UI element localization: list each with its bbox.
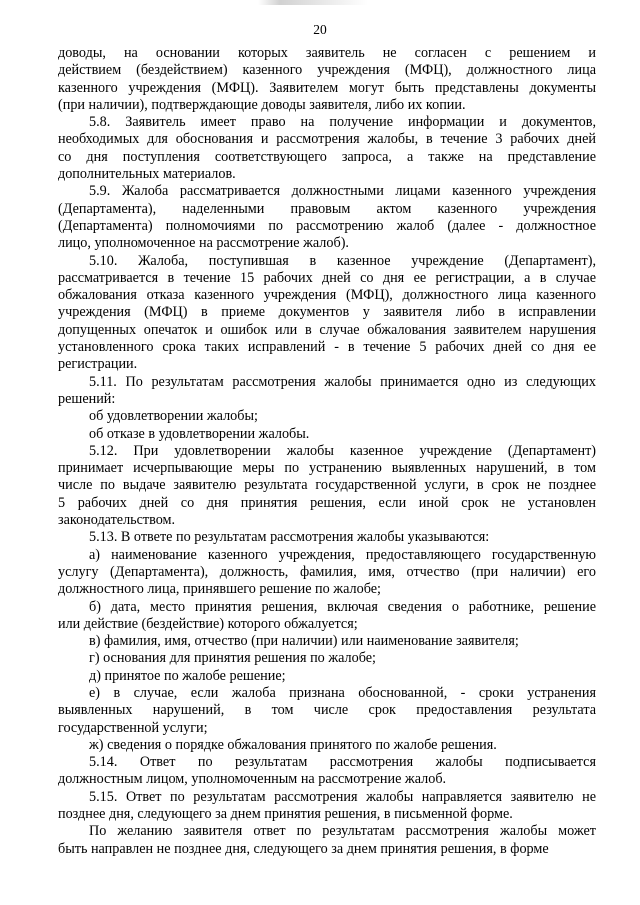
text-line: дополнительных материалов.	[58, 166, 236, 183]
text-line: регистрации.	[58, 356, 138, 373]
text-line: законодательством.	[58, 512, 176, 529]
text-line: д) принятое по жалобе решение;	[89, 667, 286, 684]
text-line: выявленных нарушений, в том числе срок предоставления результата	[58, 702, 596, 719]
text-line: (Департамента), наделенными правовым актом казенного учреждения	[58, 200, 596, 217]
text-line: (Департамента) полномочиями по рассмотрению жалоб (далее - должностное	[58, 217, 596, 234]
paragraph-p5-12	[58, 443, 596, 529]
paragraph-p5-13f	[58, 685, 596, 737]
text-line: быть направлен не позднее дня, следующего за днем принятия решения, в форме	[58, 840, 549, 857]
text-line: рассматривается в течение 15 рабочих дней со дня ее регистрации, а в случае	[58, 269, 596, 286]
paragraph-p5-11	[58, 374, 596, 409]
paragraph-p5-13a	[58, 547, 596, 599]
text-line: 5.9. Жалоба рассматривается должностными лицами казенного учреждения	[89, 183, 596, 200]
text-line: 5.10. Жалоба, поступившая в казенное учреждение (Департамент),	[89, 252, 596, 269]
text-line: 5.13. В ответе по результатам рассмотрения жалобы указываются:	[89, 529, 490, 546]
text-line: казенного учреждения (МФЦ). Заявителем могут быть представлены документы	[58, 79, 596, 96]
paragraph-p5-13	[58, 529, 596, 546]
text-line: 5.15. Ответ по результатам рассмотрения жалобы направляется заявителю не	[89, 788, 596, 805]
text-line: государственной услуги;	[58, 719, 208, 736]
text-line: 5.12. При удовлетворении жалобы казенное учреждение (Департамент)	[89, 442, 596, 459]
paragraph-p5-15b	[58, 823, 596, 858]
text-line: (при наличии), подтверждающие доводы заявителя, либо их копии.	[58, 96, 466, 113]
text-line: б) дата, место принятия решения, включая сведения о работнике, решение	[89, 598, 596, 615]
text-line: По желанию заявителя ответ по результатам рассмотрения жалобы может	[89, 823, 596, 840]
text-line: 5.8. Заявитель имеет право на получение информации и документов,	[89, 114, 596, 131]
text-line: е) в случае, если жалоба признана обоснованной, - сроки устранения	[89, 684, 596, 701]
text-line: необходимых для обоснования и рассмотрения жалобы, в течение 3 рабочих дней	[58, 131, 596, 148]
paragraph-p5-13e	[58, 668, 596, 685]
text-line: учреждения (МФЦ) в приеме документов у заявителя либо в исправлении	[58, 304, 596, 321]
text-line: услугу (Департамента), должность, фамилия, имя, отчество (при наличии) его	[58, 563, 596, 580]
paragraph-p5-8	[58, 114, 596, 183]
paragraph-p5-13d	[58, 650, 596, 667]
text-line: действием (бездействием) казенного учреждения (МФЦ), должностного лица	[58, 62, 596, 79]
text-line: позднее дня, следующего за днем принятия решения, в письменной форме.	[58, 806, 513, 823]
text-line: установленного срока таких исправлений - в течение 5 рабочих дней со дня ее	[58, 339, 596, 356]
paragraph-p0	[58, 45, 596, 114]
paragraph-p5-13c	[58, 633, 596, 650]
paragraph-p5-14	[58, 754, 596, 789]
text-line: а) наименование казенного учреждения, предоставляющего государственную	[89, 546, 596, 563]
paragraph-p5-10	[58, 253, 596, 374]
paragraph-p5-11b	[58, 426, 596, 443]
scan-header-smudge	[258, 0, 368, 5]
text-line: решений:	[58, 390, 116, 407]
text-line: об отказе в удовлетворении жалобы.	[89, 425, 310, 442]
text-line: 5.11. По результатам рассмотрения жалобы принимается одно из следующих	[89, 373, 596, 390]
paragraph-p5-11a	[58, 408, 596, 425]
text-line: числе по выдаче заявителю результата государственной услуги, в срок не позднее	[58, 477, 596, 494]
text-line: в) фамилия, имя, отчество (при наличии) или наименование заявителя;	[89, 633, 519, 650]
text-line: лицо, уполномоченное на рассмотрение жалоб).	[58, 235, 349, 252]
text-line: должностного лица, принявшего решение по жалобе;	[58, 581, 381, 598]
text-line: или действие (бездействие) которого обжалуется;	[58, 615, 358, 632]
text-line: об удовлетворении жалобы;	[89, 408, 258, 425]
text-line: 5 рабочих дней со дня принятия решения, если иной срок не установлен	[58, 494, 596, 511]
text-line: ж) сведения о порядке обжалования принятого по жалобе решения.	[89, 736, 497, 753]
paragraph-p5-13g	[58, 737, 596, 754]
document-body	[58, 45, 596, 858]
text-line: доводы, на основании которых заявитель не согласен с решением и	[58, 45, 596, 61]
page-number: 20	[313, 22, 327, 37]
text-line: должностным лицом, уполномоченным на рассмотрение жалоб.	[58, 771, 447, 788]
text-line: 5.14. Ответ по результатам рассмотрения жалобы подписывается	[89, 754, 596, 771]
text-line: принимает исчерпывающие меры по устранению выявленных нарушений, в том	[58, 460, 596, 477]
paragraph-p5-9	[58, 183, 596, 252]
paragraph-p5-13b	[58, 599, 596, 634]
paragraph-p5-15	[58, 789, 596, 824]
text-line: допущенных опечаток и ошибок или в случае обжалования заявителем нарушения	[58, 321, 596, 338]
text-line: обжалования отказа казенного учреждения (МФЦ), должностного лица казенного	[58, 287, 596, 304]
text-line: со дня поступления соответствующего запроса, а также на представление	[58, 148, 596, 165]
text-line: г) основания для принятия решения по жалобе;	[89, 650, 376, 667]
